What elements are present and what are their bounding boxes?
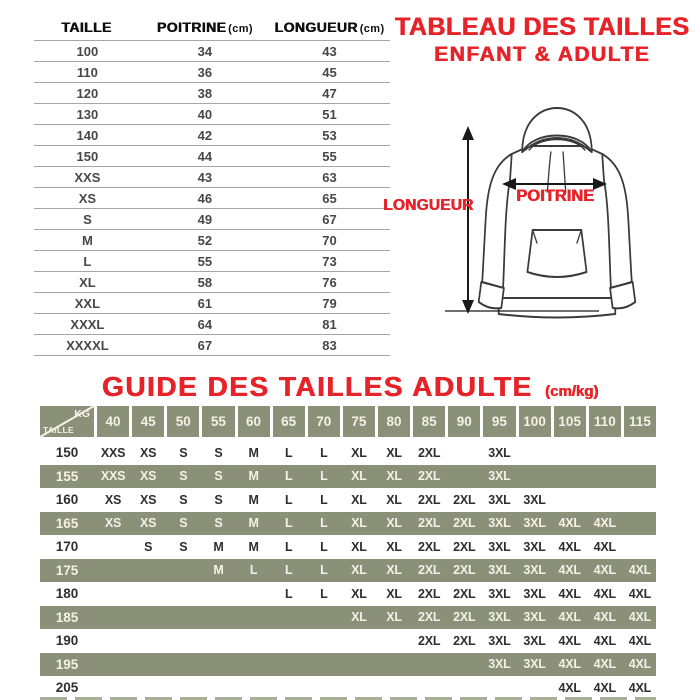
guide-cell: L [320,445,328,460]
chest-label: POITRINE [516,187,594,205]
guide-cell: L [320,516,328,531]
guide-col-header: 80 [378,406,410,437]
size-table-cell: 38 [141,83,269,104]
size-table-cell: 150 [34,146,141,167]
guide-row-label: 185 [55,609,79,625]
size-table-row [34,188,390,209]
guide-cell: L [284,586,293,601]
guide-body [40,441,656,700]
size-table-cell: 49 [141,209,269,230]
guide-cell: L [320,539,328,554]
guide-cell: M [248,516,259,531]
guide-cell: 4XL [558,657,581,672]
guide-cell: 4XL [593,563,616,578]
size-table-cell: 36 [141,62,269,83]
guide-cell: S [144,539,153,554]
size-table-cell: 55 [269,146,390,167]
guide-cell: 3XL [523,657,546,672]
guide-cell: 2XL [453,586,476,601]
guide-cell: XL [351,516,367,531]
guide-cell: 2XL [453,610,476,625]
size-table-cell: 45 [269,62,390,83]
guide-cell: XL [386,492,402,507]
guide-cell: 4XL [593,680,616,695]
guide-cell: XL [386,516,402,531]
guide-cell: 3XL [523,516,546,531]
guide-col-header: 85 [413,406,445,437]
page-title-line2: ENFANT & ADULTE [433,43,651,66]
guide-cell: S [179,492,188,507]
size-table-cell: 140 [34,125,141,146]
guide-cell: XS [104,516,122,531]
guide-cell: 2XL [418,469,441,484]
size-table-cell: 43 [269,41,390,62]
guide-cell: 4XL [558,539,581,554]
guide-cell: 3XL [488,445,511,460]
guide-col-header: 55 [202,406,234,437]
guide-corner-cell [40,406,94,437]
guide-title-text: GUIDE DES TAILLES ADULTE [101,371,533,402]
guide-col-header: 40 [97,406,129,437]
col-header-taille: TAILLE [61,19,112,35]
guide-cell: 2XL [453,539,476,554]
guide-cell: 2XL [418,539,441,554]
size-table-cell: XXXXL [34,335,141,356]
hoodie-illustration [383,100,695,330]
guide-cell: 3XL [488,469,511,484]
guide-title [0,371,700,403]
guide-cell: 2XL [453,492,476,507]
guide-cell: 2XL [418,586,441,601]
guide-col-header: 75 [343,406,375,437]
guide-cell: L [320,586,328,601]
guide-cell: L [320,563,328,578]
size-table-cell: 63 [269,167,390,188]
guide-row [40,465,656,489]
guide-row [40,535,656,559]
guide-cell: XS [140,445,157,460]
guide-cell: 3XL [523,492,546,507]
size-table-cell: XS [34,188,141,209]
guide-cell: 4XL [558,680,581,695]
size-table-cell: 52 [141,230,269,251]
guide-cell: 4XL [593,539,616,554]
guide-cell: XL [386,586,402,601]
guide-row [40,629,656,653]
guide-row [40,606,656,630]
guide-cell: M [248,539,259,554]
guide-cell: 2XL [418,516,441,531]
guide-cell: 2XL [418,445,441,460]
guide-cell: 4XL [558,516,581,531]
guide-cell: 3XL [523,586,546,601]
guide-col-header: 115 [624,406,656,437]
child-adult-size-table [34,16,390,356]
guide-cell: XL [351,563,367,578]
guide-row-label: 170 [55,539,79,555]
guide-row-label: 150 [55,445,79,461]
size-table-cell: 64 [141,314,269,335]
size-table-cell: 40 [141,104,269,125]
guide-cell: XL [351,610,367,625]
size-table-cell: 65 [269,188,390,209]
guide-col-header: 105 [554,406,586,437]
guide-cell: S [179,539,188,554]
page-title-line1: TABLEAU DES TAILLES [394,13,690,41]
guide-row [40,653,656,677]
guide-cell: S [179,516,188,531]
guide-cell: XXS [100,445,126,460]
size-table-row [34,125,390,146]
guide-col-header: 70 [308,406,340,437]
size-table-cell: 34 [141,41,269,62]
size-table-cell: XXL [34,293,141,314]
guide-col-header: 100 [519,406,551,437]
guide-cell: S [214,469,223,484]
size-table-cell: XXXL [34,314,141,335]
guide-cell: L [284,445,293,460]
guide-cell: S [179,445,188,460]
guide-cell: 4XL [593,657,616,672]
guide-row-label: 175 [55,562,79,578]
guide-cell: 3XL [488,586,511,601]
size-table-cell: 76 [269,272,390,293]
guide-cell: 2XL [453,516,476,531]
size-table-row [34,104,390,125]
guide-cell: XS [140,516,157,531]
guide-cell: M [248,492,259,507]
guide-cell: M [213,539,224,554]
guide-cell: 3XL [523,633,546,648]
guide-cell: M [213,563,224,578]
guide-row [40,559,656,583]
guide-cell: L [249,563,258,578]
guide-cell: 4XL [628,563,652,578]
guide-cell: XL [386,539,402,554]
guide-row-label: 205 [55,680,79,696]
size-table-row [34,146,390,167]
size-table-cell: 47 [269,83,390,104]
size-table-cell: 61 [141,293,269,314]
size-table-cell: 55 [141,251,269,272]
guide-row-label: 165 [55,515,79,531]
size-table-row [34,41,390,62]
guide-col-header: 50 [167,406,199,437]
size-table-row [34,209,390,230]
guide-cell: 4XL [593,610,616,625]
guide-cell: S [214,516,223,531]
page-title [390,13,694,67]
guide-row [40,441,656,465]
guide-cell: S [214,445,223,460]
guide-cell: L [320,492,328,507]
size-table-row [34,293,390,314]
size-table-cell: 110 [34,62,141,83]
guide-cell: 2XL [418,610,441,625]
hoodie-measurement-diagram [383,100,695,330]
size-table-cell: 42 [141,125,269,146]
size-table-cell: 46 [141,188,269,209]
size-table-cell: 73 [269,251,390,272]
guide-cell: 4XL [628,680,652,695]
guide-cell: 4XL [593,586,616,601]
guide-cell: XL [386,469,402,484]
size-table-row [34,314,390,335]
guide-row-label: 160 [55,492,79,508]
size-table-cell: M [34,230,141,251]
guide-cell: M [248,469,259,484]
guide-row-label: 195 [55,656,79,672]
corner-kg-label: KG [74,408,90,420]
guide-cell: XL [351,469,367,484]
col-header-poitrine: POITRINE (cm) [156,19,253,35]
guide-col-header: 90 [448,406,480,437]
guide-cell: XL [386,610,402,625]
corner-taille-label: TAILLE [43,425,74,435]
guide-row [40,676,656,700]
guide-cell: 4XL [628,657,652,672]
guide-cell: 4XL [628,586,652,601]
size-table-cell: 130 [34,104,141,125]
guide-cell: 2XL [453,633,476,648]
guide-cell: S [214,492,223,507]
length-label: LONGUEUR [383,197,474,214]
guide-cell: L [284,469,293,484]
guide-row [40,582,656,606]
guide-row-label: 180 [55,586,79,602]
size-table-row [34,251,390,272]
guide-cell: 4XL [628,610,652,625]
size-table-row [34,167,390,188]
guide-cell: 3XL [488,633,511,648]
size-table-cell: XL [34,272,141,293]
guide-cell: 4XL [628,633,652,648]
guide-cell: 4XL [593,516,616,531]
guide-cell: XL [351,445,367,460]
size-table-cell: 44 [141,146,269,167]
size-table-cell: 53 [269,125,390,146]
size-table-cell: S [34,209,141,230]
guide-col-header: 110 [589,406,621,437]
size-table-row [34,335,390,356]
guide-cell: 4XL [558,563,581,578]
guide-cell: 2XL [418,633,441,648]
size-table-row [34,83,390,104]
size-table-cell: 51 [269,104,390,125]
guide-row-label: 155 [55,468,79,484]
guide-cell: XS [140,469,157,484]
guide-col-header: 60 [238,406,270,437]
guide-cell: 2XL [453,563,476,578]
guide-col-header: 95 [483,406,515,437]
guide-cell: 3XL [488,563,511,578]
guide-cell: L [284,563,293,578]
guide-cell: 2XL [418,492,441,507]
guide-cell: 3XL [523,563,546,578]
size-table-cell: 81 [269,314,390,335]
size-table-cell: L [34,251,141,272]
guide-cell: XXS [100,469,126,484]
size-table-header-row [34,16,390,41]
guide-cell: XL [386,445,402,460]
size-table-cell: 79 [269,293,390,314]
guide-cell: XL [386,563,402,578]
guide-cell: XL [351,586,367,601]
col-header-longueur: LONGUEUR (cm) [274,19,385,35]
guide-header-row [40,406,656,437]
guide-cell: L [284,516,293,531]
size-table-cell: 43 [141,167,269,188]
guide-cell: 3XL [523,610,546,625]
guide-cell: XS [140,492,157,507]
guide-col-header: 65 [273,406,305,437]
guide-cell: XL [351,539,367,554]
size-table-cell: 120 [34,83,141,104]
guide-col-header: 45 [132,406,164,437]
guide-row [40,488,656,512]
size-table-cell: 83 [269,335,390,356]
guide-cell: XS [104,492,122,507]
guide-row-label: 190 [55,633,79,649]
size-table-row [34,272,390,293]
guide-cell: XL [351,492,367,507]
guide-cell: 3XL [488,539,511,554]
guide-row [40,512,656,536]
guide-cell: 3XL [488,610,511,625]
guide-cell: 3XL [488,492,511,507]
size-table-row [34,230,390,251]
guide-cell: 3XL [488,657,511,672]
guide-cell: 4XL [593,633,616,648]
guide-cell: 3XL [523,539,546,554]
size-table-cell: 67 [141,335,269,356]
size-table-row [34,62,390,83]
guide-cell: L [284,539,293,554]
size-table-cell: XXS [34,167,141,188]
size-table-cell: 70 [269,230,390,251]
guide-cell: 4XL [558,610,581,625]
guide-cell: 3XL [488,516,511,531]
size-table-cell: 58 [141,272,269,293]
guide-cell: L [320,469,328,484]
size-table-body [34,41,390,356]
guide-cell: 4XL [558,586,581,601]
size-table-cell: 67 [269,209,390,230]
guide-cell: 2XL [418,563,441,578]
size-table-cell: 100 [34,41,141,62]
guide-title-unit: (cm/kg) [544,383,599,400]
adult-size-guide-matrix [40,406,656,700]
guide-cell: M [248,445,259,460]
guide-cell: L [284,492,293,507]
guide-cell: S [179,469,188,484]
guide-cell: 4XL [558,633,581,648]
